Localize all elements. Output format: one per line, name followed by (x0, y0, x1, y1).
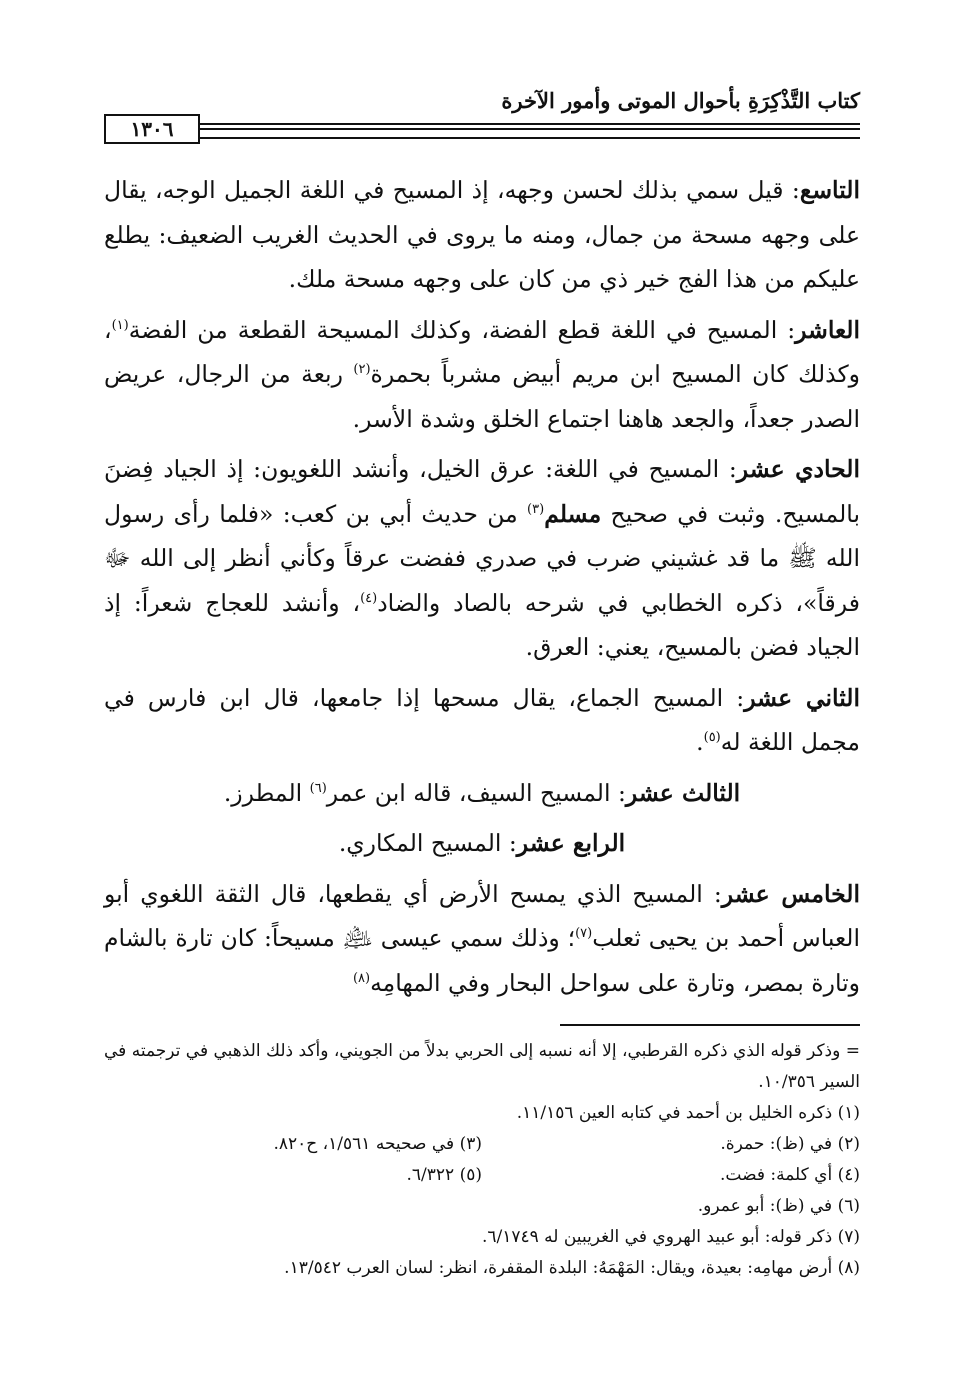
paragraph (104, 168, 860, 302)
header-rule (200, 128, 860, 130)
paragraph-heading: الخامس عشر (721, 879, 860, 908)
paragraph (104, 872, 860, 1006)
footnote: (٥) ٦/٣٢٢. (406, 1165, 482, 1185)
page-number: ١٣٠٦ (104, 114, 200, 144)
footnote: (٨) أرض مهامِه: بعيدة، ويقال: المَهْمَهُ: البلدة المقفرة، انظر: لسان العرب ١٣/٥٤٢. (284, 1258, 860, 1278)
paragraph-heading: التاسع (799, 176, 860, 204)
paragraph-text: : المسيح في اللغة: عرق الخيل، وأنشد اللغويون: إذ الجياد فِضنَ بالمسيح. وثبت في صحيح (104, 455, 860, 528)
paragraph-heading: الحادي عشر (736, 455, 860, 483)
bold-source-name: مسلم (544, 499, 602, 528)
footnote-ref: (٣) (527, 501, 545, 517)
paragraph-heading: العاشر (795, 315, 860, 344)
paragraph (104, 447, 860, 670)
footnote: (٣) في صحيحه ١/٥٦١، ح٨٢٠. (273, 1134, 482, 1154)
footnote-ref: (٢) (353, 362, 371, 378)
footnotes (104, 1036, 860, 1284)
footnote: (٢) في (ظ): حمرة. (720, 1134, 860, 1154)
footnote-row (104, 1129, 860, 1160)
paragraph-text: : المسيح الجماع، يقال مسحها إذا جامعها، قال ابن فارس في مجمل اللغة له (104, 683, 860, 756)
paragraph (104, 308, 860, 442)
footnote: (٦) في (ظ): أبو عمرو. (697, 1196, 860, 1216)
footnote-continuation: = وذكر قوله الذي ذكره القرطبي، إلا أنه نسبه إلى الحربي بدلاً من الجويني، وأكد ذلك الذهبي في ترجمته في السير ١٠/٣٥٦. (104, 1041, 860, 1092)
footnote-ref: (٤) (360, 590, 378, 606)
paragraph-text: : المسيح في اللغة قطع الفضة، وكذلك المسيحة القطعة من الفضة (128, 315, 796, 344)
paragraph-heading: الثالث عشر (625, 778, 741, 807)
paragraph-text: : المسيح المكاري. (338, 829, 517, 857)
paragraph-text: ، وأنشد للعجاج شعراً: إذ الجياد فضن بالمسيح، يعني: العرق. (104, 588, 860, 661)
paragraph (104, 676, 860, 765)
footnote: (٤) أي كلمة: فضت. (719, 1165, 860, 1185)
footnote-row (104, 1160, 860, 1191)
paragraph (104, 821, 860, 866)
header-rule (200, 123, 860, 125)
paragraph-text: : المسيح السيف، قاله ابن عمر (326, 778, 626, 807)
footnote: (٧) ذكر قوله: أبو عبيد الهروي في الغريبين له ٦/١٧٤٩. (481, 1227, 860, 1247)
page-header (104, 78, 860, 148)
footnote-ref: (٨) (352, 970, 371, 986)
header-rule (200, 137, 860, 139)
paragraph-text: : المسيح الذي يمسح الأرض أي يقطعها، قال الثقة اللغوي أبو العباس أحمد بن يحيى ثعلب (104, 879, 860, 952)
paragraph-text: ؛ وذلك سمي عيسى ﵇ مسيحاً: كان تارة بالشام وتارة بمصر، وتارة على سواحل البحار وفي المهامِه (104, 924, 860, 997)
paragraph-heading: الثاني عشر (744, 683, 860, 712)
footnote-ref: (٥) (703, 730, 721, 746)
footnote-separator (560, 1024, 860, 1026)
footnote-ref: (٦) (309, 780, 327, 796)
main-text (104, 168, 860, 1011)
paragraph (104, 771, 860, 816)
footnote-ref: (١) (111, 317, 129, 333)
paragraph-text: المطرز. (223, 778, 310, 807)
paragraph-text: ، وكذلك كان المسيح ابن مريم أبيض مشرباً بحمرة (104, 315, 860, 388)
paragraph-text: . (696, 728, 704, 756)
running-title: كتاب التَّذْكِرَةِ بأحوال الموتى وأمور الآخرة (501, 88, 860, 113)
footnote-ref: (٧) (575, 926, 593, 942)
paragraph-heading: الرابع عشر (516, 829, 626, 857)
paragraph-text: من حديث أبي بن كعب: «فلما رأى رسول الله ﷺ ما قد غشيني ضرب في صدري ففضت عرقاً وكأني أنظر إلى الله ﷻ فرقاً»، ذكره الخطابي في شرحه بالصاد والضاد (104, 499, 860, 617)
paragraph-text: : قيل سمي بذلك لحسن وجهه، إذ المسيح في اللغة الجميل الوجه، يقال على وجهه مسحة من جمال، ومنه ما يروى في الحديث الغريب الضعيف: يطلع عليكم من هذا الفج خير ذي من كان على وجهه مسحة ملك. (104, 176, 860, 293)
footnote: (١) ذكره الخليل بن أحمد في كتابه العين ١١/١٥٦. (516, 1103, 860, 1123)
paragraph-text: ربعة من الرجال، عريض الصدر جعداً، والجعد هاهنا اجتماع الخلق وشدة الأسر. (104, 360, 860, 433)
